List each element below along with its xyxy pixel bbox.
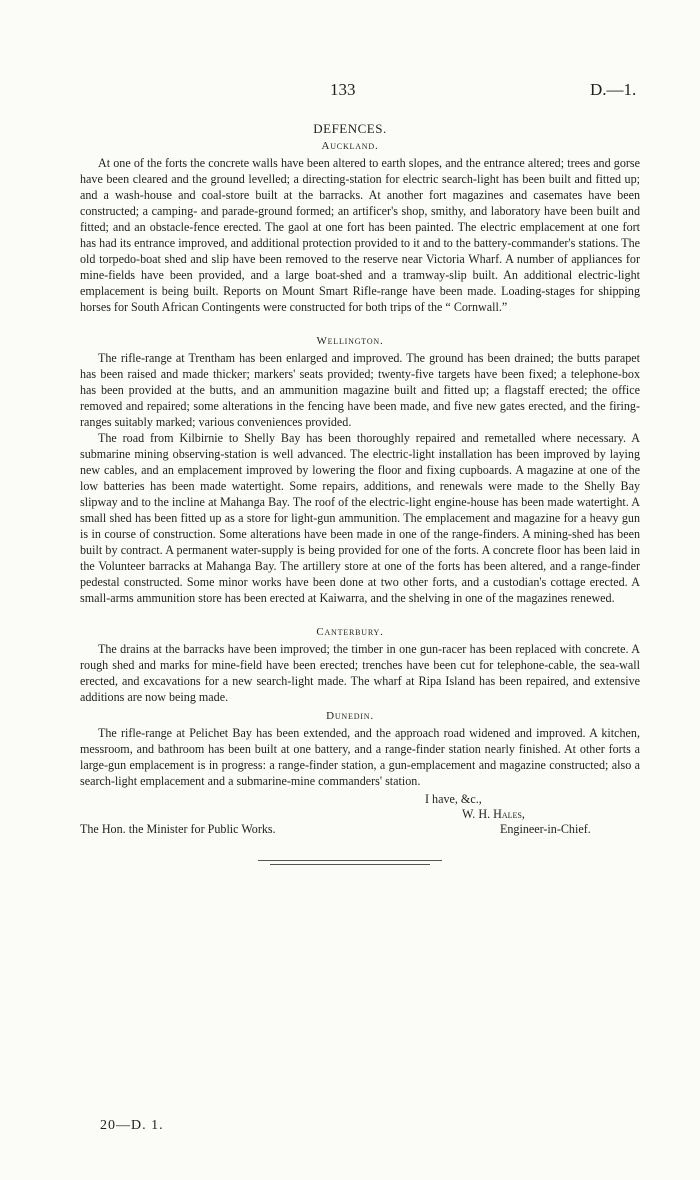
footer-code: 20—D. 1. [100,1118,164,1133]
closing-salutation: I have, &c., [425,792,482,806]
wellington-paragraph-1: The rifle-range at Trentham has been enlarged and improved. The ground has been drained; the butts parapet has been raised and made thicker; markers' seats provided; twenty-five targets have been fixed; a telephone-box has been provided at the butts, and an ammunition magazine built and fitted up; a flagstaff erected; the office removed and repaired; some alterations in the fencing have been made, and five new gates erected, and the firing-ranges suitably marked; various conveniences provided. [80,351,640,429]
canterbury-paragraph-1: The drains at the barracks have been improved; the timber in one gun-racer has been replaced with concrete. A rough shed and marks for mine-field have been erected; trenches have been cut for telephone-cable, the sea-wall erected, and excavations for a new search-light made. The wharf at Ripa Island has been repaired, and extensive additions are now being made. [80,642,640,704]
dunedin-section [80,725,640,789]
signatory-name: W. H. Hales, [462,807,525,821]
wellington-heading: Wellington. [316,335,384,347]
addressee: The Hon. the Minister for Public Works. [80,822,276,836]
divider-rule [258,860,442,861]
divider-rule [270,864,430,865]
document-reference: D.—1. [590,80,637,99]
page-title: DEFENCES. [313,121,387,136]
wellington-paragraph-2: The road from Kilbirnie to Shelly Bay has been thoroughly repaired and remetalled where necessary. A submarine mining observing-station is well advanced. The electric-light installation has been improved by laying new cables, and an emplacement improved by lowering the floor and fixing cupboards. A magazine at one of the low batteries has been made watertight. Some repairs, additions, and renewals were made to the Shelly Bay slipway and to the incline at Mahanga Bay. The roof of the electric-light engine-house has been made watertight. A small shed has been fitted up as a store for light-gun ammunition. The emplacement and magazine for a heavy gun is in course of construction. Some alterations have been made in one of the range-finders. A mining-shed has been built by contract. A permanent water-supply is being provided for one of the forts. A concrete floor has been laid in the Volunteer barracks at Mahanga Bay. The artillery store at one of the forts has been altered, and a range-finder pedestal constructed. Some minor works have been done at two other forts, and a custodian's cottage erected. A small-arms ammunition store has been erected at Kaiwarra, and the shelving in one of the magazines renewed. [80,431,640,605]
auckland-section [80,155,640,315]
auckland-paragraph-1: At one of the forts the concrete walls have been altered to earth slopes, and the entrance altered; trees and gorse have been cleared and the ground levelled; a directing-station for electric search-light has been built and fitted up; and a wash-house and coal-store built at the barracks. At another fort magazines and casemates have been constructed; a camping- and parade-ground formed; an artificer's shop, smithy, and laboratory have been built and fitted; and an obstacle-fence erected. The gaol at one fort has been painted. The electric emplacement at one fort has had its entrance improved, and additional protection provided to it and to the battery-commander's stations. The old torpedo-boat shed and slip have been removed to the reserve near Victoria Wharf. A number of appliances for mine-fields have been provided, and a large boat-shed and a tramway-slip built. An additional electric-light emplacement is being built. Reports on Mount Smart Rifle-range have been made. Loading-stages for shipping horses for South African Contingents were constructed for both trips of the “ Cornwall.” [80,156,640,314]
canterbury-section [80,641,640,705]
wellington-section [80,350,640,606]
signatory-role: Engineer-in-Chief. [500,822,591,836]
page-number: 133 [330,80,356,99]
dunedin-paragraph-1: The rifle-range at Pelichet Bay has been extended, and the approach road widened and improved. A kitchen, messroom, and bathroom has been built at one battery, and a range-finder station nearly finished. At other forts a large-gun emplacement is in progress: a range-finder station, a gun-emplacement and magazine constructed; also a search-light emplacement and a submarine-mine commanders' station. [80,726,640,788]
canterbury-heading: Canterbury. [316,626,384,638]
auckland-heading: Auckland. [321,140,379,152]
dunedin-heading: Dunedin. [326,710,374,722]
